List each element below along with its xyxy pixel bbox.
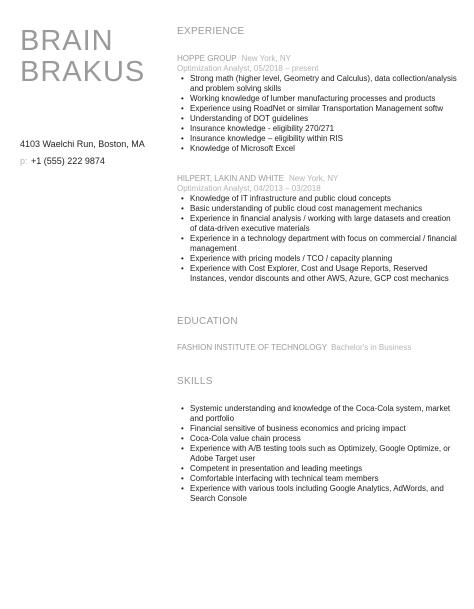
list-item: • Comfortable interfacing with technical team members [177, 474, 459, 484]
list-item: • Experience using RoadNet or similar Transportation Management softw [177, 104, 459, 114]
list-item: • Coca-Cola value chain process [177, 434, 459, 444]
first-name: BRAIN [20, 25, 114, 57]
skills-title: SKILLS [177, 376, 213, 387]
job-header [177, 54, 459, 64]
list-item: • Experience with pricing models / TCO / capacity planning [177, 254, 459, 264]
list-item: • Insurance knowledge – eligibility within RIS [177, 134, 459, 144]
list-item: • Experience with A/B testing tools such as Optimizely, Google Optimize, or Adobe Target user [177, 444, 459, 464]
education-title: EDUCATION [177, 316, 238, 327]
job-header [177, 174, 459, 184]
job-entry [177, 174, 459, 284]
list-item: • Competent in presentation and leading meetings [177, 464, 459, 474]
list-item: • Knowledge of Microsoft Excel [177, 144, 459, 154]
company-name: HILPERT, LAKIN AND WHITE [177, 174, 284, 183]
school-name: FASHION INSTITUTE OF TECHNOLOGY [177, 343, 328, 352]
list-item: • Working knowledge of lumber manufacturing processes and products [177, 94, 459, 104]
degree: Bachelor's in Business [331, 343, 412, 352]
job-role: Optimization Analyst, 05/2018 – present [177, 64, 319, 73]
list-item: • Understanding of DOT guidelines [177, 114, 459, 124]
skills-list [177, 404, 459, 504]
contact-info [20, 136, 145, 170]
list-item: • Knowledge of IT infrastructure and public cloud concepts [177, 194, 459, 204]
list-item: • Basic understanding of public cloud cost management mechanics [177, 204, 459, 214]
company-name: HOPPE GROUP [177, 54, 237, 63]
list-item: • Experience in a technology department with focus on commercial / financial management [177, 234, 459, 254]
last-name: BRAKUS [20, 56, 146, 88]
list-item: • Experience with various tools including Google Analytics, AdWords, and Search Console [177, 484, 459, 504]
list-item: • Experience with Cost Explorer, Cost and Usage Reports, Reserved Instances, vendor discounts and other AWS, Azure, GCP cost mechanics [177, 264, 459, 284]
skills-list-container [177, 404, 459, 504]
phone-number: +1 (555) 222 9874 [31, 156, 105, 166]
list-item: • Financial sensitive of business economics and pricing impact [177, 424, 459, 434]
list-item: • Strong math (higher level, Geometry and Calculus), data collection/analysis and problem solving skills [177, 74, 459, 94]
job-bullets [177, 194, 459, 284]
address: 4103 Waelchi Run, Boston, MA [20, 139, 145, 149]
job-location: New York, NY [289, 174, 339, 183]
phone-line [20, 153, 145, 170]
job-location: New York, NY [241, 54, 291, 63]
experience-title: EXPERIENCE [177, 26, 245, 37]
job-entry [177, 54, 459, 154]
list-item: • Systemic understanding and knowledge of the Coca-Cola system, market and portfolio [177, 404, 459, 424]
candidate-name [20, 26, 145, 88]
job-role: Optimization Analyst, 04/2013 – 03/2018 [177, 184, 321, 193]
job-bullets [177, 74, 459, 154]
education-entry [177, 343, 411, 353]
phone-prefix: p: [20, 156, 28, 166]
list-item: • Experience in financial analysis / working with large datasets and creation of data-driven executive materials [177, 214, 459, 234]
list-item: • Insurance knowledge - eligibility 270/271 [177, 124, 459, 134]
